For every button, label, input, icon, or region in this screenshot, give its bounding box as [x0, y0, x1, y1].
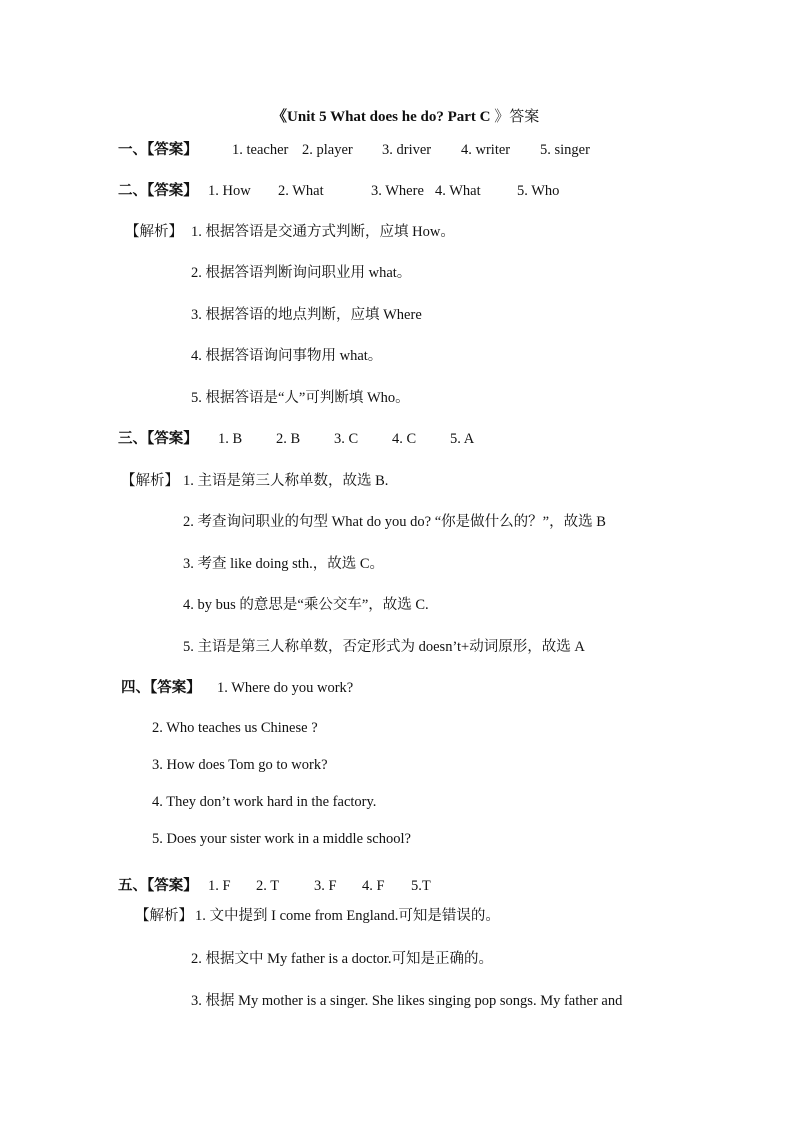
section-2-answers	[118, 182, 560, 200]
answer-item: 4. C	[392, 431, 417, 447]
section-4-answer-5: 5. Does your sister work in a middle school?	[152, 831, 411, 847]
answer-item: 5. singer	[540, 142, 590, 158]
answer-item: 5. A	[450, 431, 475, 447]
analysis-item: 1. 主语是第三人称单数，故选 B.	[183, 473, 389, 489]
section-3-analysis-5: 5. 主语是第三人称单数，否定形式为 doesn’t+动词原形，故选 A	[183, 639, 585, 655]
answer-item: 3. driver	[382, 142, 432, 158]
analysis-label: 【解析】	[121, 473, 179, 489]
answer-item: 3. Where	[371, 183, 424, 199]
section-label: 二、【答案】	[118, 183, 198, 199]
analysis-item: 1. 文中提到 I come from England.可知是错误的。	[195, 908, 500, 924]
answer-item: 4. F	[362, 878, 385, 894]
answer-item: 3. C	[334, 431, 359, 447]
section-3-analysis-2: 2. 考查询问职业的句型 What do you do? “你是做什么的？”，故选 B	[183, 514, 606, 530]
answer-item: 2. What	[278, 183, 324, 199]
answer-item: 1. How	[208, 183, 251, 199]
section-2-analysis-3: 3. 根据答语的地点判断，应填 Where	[191, 307, 422, 323]
section-1-answers	[118, 141, 590, 159]
answer-item: 2. B	[276, 431, 301, 447]
answer-item: 4. What	[435, 183, 481, 199]
answer-item: 1. B	[218, 431, 243, 447]
section-label: 五、【答案】	[118, 878, 198, 894]
section-5-analysis-3: 3. 根据 My mother is a singer. She likes singing pop songs. My father and	[191, 993, 623, 1009]
title-open-bracket: 《	[272, 109, 288, 125]
title-text: Unit 5 What does he do? Part C	[287, 109, 491, 125]
analysis-label: 【解析】	[135, 908, 193, 924]
answer-item: 1. F	[208, 878, 231, 894]
section-3-analysis-3: 3. 考查 like doing sth.，故选 C。	[183, 556, 384, 572]
section-2-analysis-1	[125, 223, 455, 241]
section-3-analysis-1	[121, 472, 389, 490]
section-label: 三、【答案】	[118, 431, 198, 447]
answer-item: 2. player	[302, 142, 353, 158]
section-5-analysis-1	[135, 907, 500, 925]
section-3-answers	[118, 430, 475, 448]
section-2-analysis-2: 2. 根据答语判断询问职业用 what。	[191, 265, 412, 281]
section-label: 一、【答案】	[118, 142, 198, 158]
section-4-answer-2: 2. Who teaches us Chinese ?	[152, 720, 318, 736]
section-4-answer-4: 4. They don’t work hard in the factory.	[152, 794, 377, 810]
document-title	[272, 108, 539, 126]
answer-item: 1. Where do you work?	[217, 680, 354, 696]
answer-item: 3. F	[314, 878, 337, 894]
section-4-answer-3: 3. How does Tom go to work?	[152, 757, 328, 773]
section-5-answers	[118, 877, 431, 895]
answer-item: 4. writer	[461, 142, 511, 158]
section-5-analysis-2: 2. 根据文中 My father is a doctor.可知是正确的。	[191, 951, 494, 967]
section-2-analysis-5: 5. 根据答语是“人”可判断填 Who。	[191, 390, 410, 406]
section-4-answers	[121, 679, 354, 697]
answer-item: 2. T	[256, 878, 280, 894]
answer-item: 5. Who	[517, 183, 560, 199]
section-3-analysis-4: 4. by bus 的意思是“乘公交车”，故选 C.	[183, 597, 429, 613]
section-label: 四、【答案】	[121, 680, 201, 696]
analysis-item: 1. 根据答语是交通方式判断，应填 How。	[191, 224, 455, 240]
section-2-analysis-4: 4. 根据答语询问事物用 what。	[191, 348, 383, 364]
title-suffix: 》答案	[490, 109, 540, 125]
answer-item: 5.T	[411, 878, 431, 894]
answer-item: 1. teacher	[232, 142, 289, 158]
analysis-label: 【解析】	[125, 224, 183, 240]
